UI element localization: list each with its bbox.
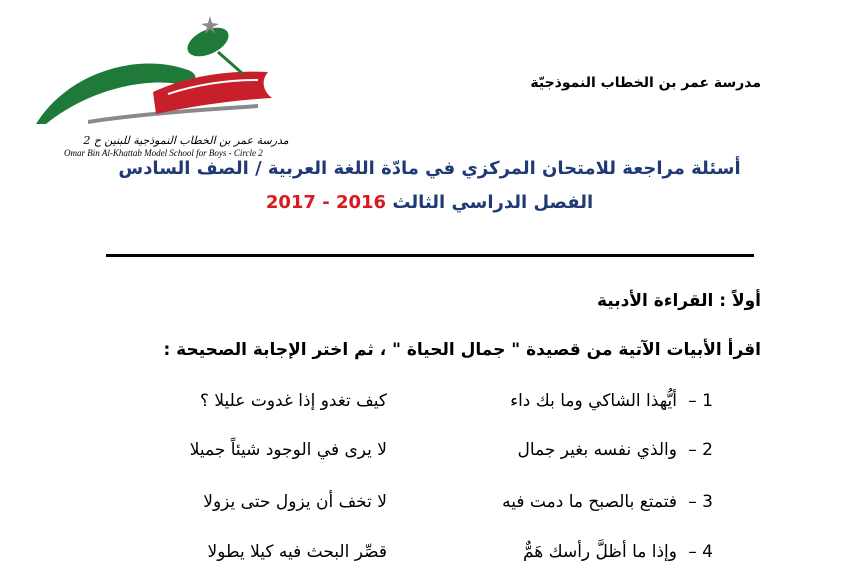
verse-first-hemistich: وإذا ما أظلَّ رأسك هَمٌّ	[522, 542, 677, 562]
verse-second-hemistich: لا يرى في الوجود شيئاً جميلا	[189, 440, 387, 460]
verse-number: 2 –	[688, 440, 713, 460]
verse-second-hemistich: لا تخف أن يزول حتى يزولا	[203, 492, 387, 512]
section-heading: أولاً : القراءة الأدبية	[596, 291, 761, 311]
page-title: أسئلة مراجعة للامتحان المركزي في مادّة اللغة العربية / الصف السادس	[118, 158, 741, 179]
semester-line	[0, 192, 859, 213]
verse-first-hemistich: فتمتع بالصبح ما دمت فيه	[502, 492, 677, 512]
logo-english-text: Omar Bin Al-Khattab Model School for Boys - Circle 2	[64, 148, 263, 158]
verse-number: 1 –	[688, 391, 713, 411]
verse-row	[0, 492, 859, 522]
academic-year: 2016 - 2017	[265, 192, 387, 213]
verse-first-hemistich: أيُّهذا الشاكي وما بك داء	[510, 391, 677, 411]
verse-second-hemistich: كيف تغدو إذا غدوت عليلا ؟	[199, 391, 387, 411]
verse-row	[0, 391, 859, 421]
verse-row	[0, 440, 859, 470]
divider	[106, 254, 754, 257]
instruction: اقرأ الأبيات الآتية من قصيدة " جمال الحياة " ، ثم اختر الإجابة الصحيحة :	[163, 340, 761, 360]
verse-number: 4 –	[688, 542, 713, 562]
logo-arabic-text: مدرسة عمر بن الخطاب النموذجية للبنين ح 2	[83, 134, 289, 147]
verse-first-hemistich: والذي نفسه بغير جمال	[517, 440, 677, 460]
verse-row	[0, 542, 859, 572]
logo-graphic-icon	[28, 12, 288, 152]
semester-label: الفصل الدراسي الثالث	[392, 192, 594, 213]
school-name: مدرسة عمر بن الخطاب النموذجيّة	[530, 75, 761, 91]
school-logo	[28, 12, 289, 158]
verse-second-hemistich: قصِّر البحث فيه كيلا يطولا	[207, 542, 387, 562]
verse-number: 3 –	[688, 492, 713, 512]
